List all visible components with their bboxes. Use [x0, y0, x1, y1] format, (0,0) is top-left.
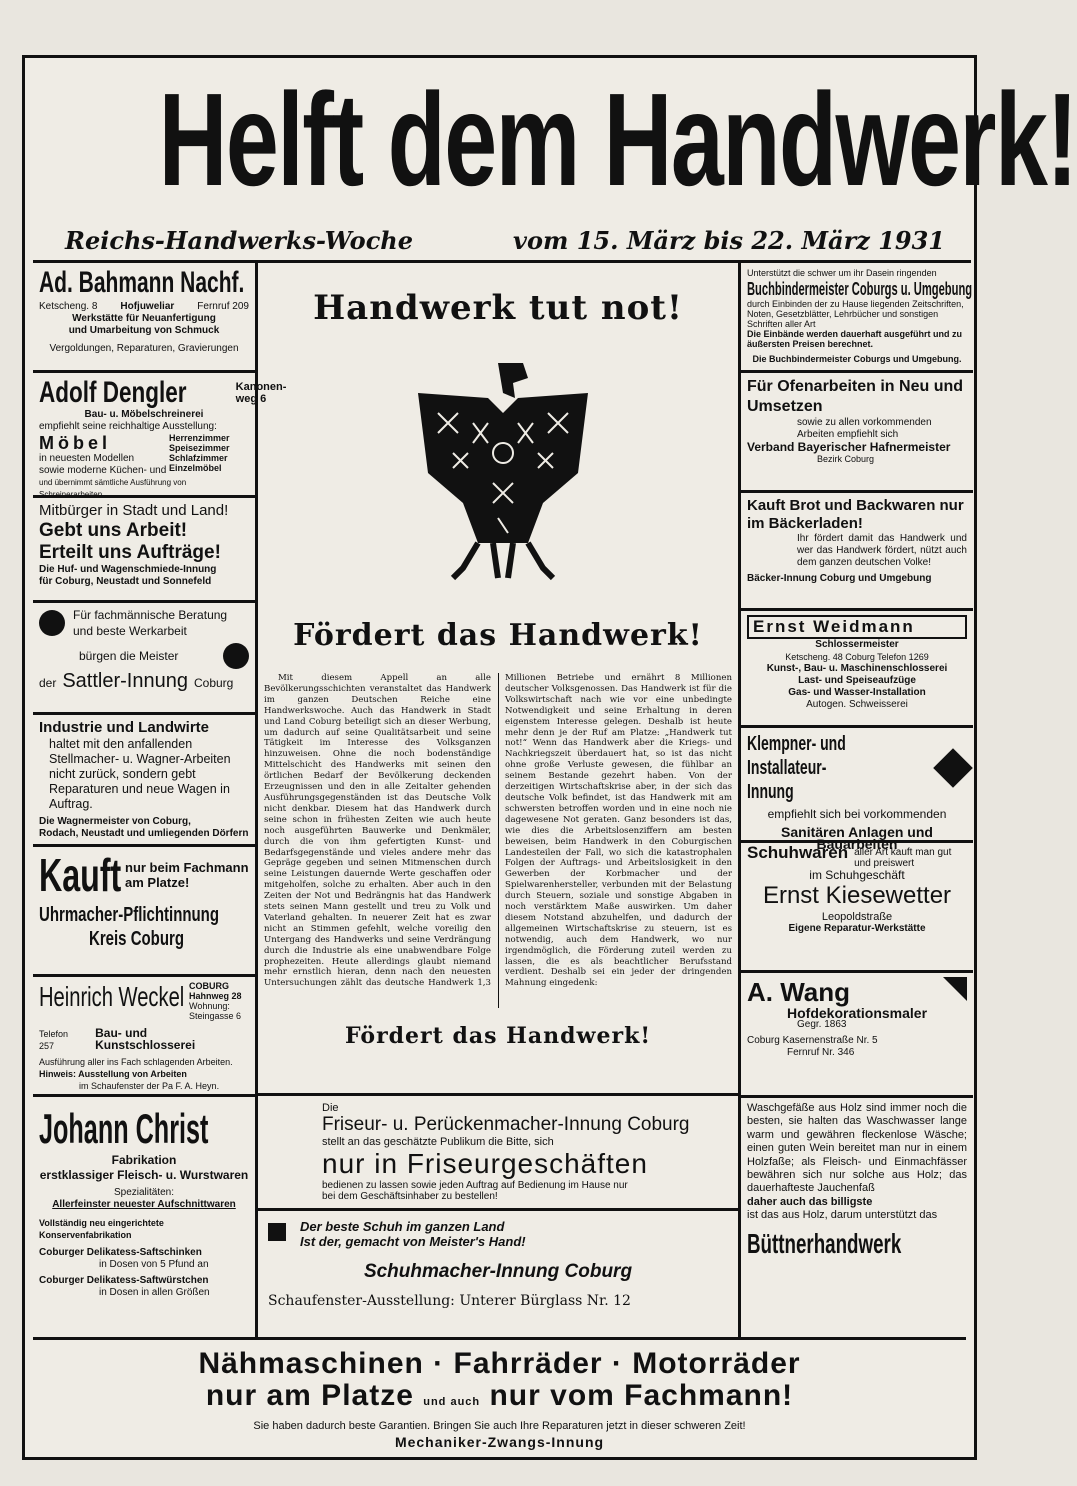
ad-kiesewetter — [741, 843, 973, 973]
weidmann-line: Autogen. Schweisserei — [806, 699, 908, 710]
mechaniker-note: Sie haben dadurch beste Garantien. Bringen Sie auch Ihre Reparaturen jetzt in dieser schweren Zeit! — [253, 1420, 746, 1432]
weckel-line: Hinweis: Ausstellung von Arbeiten — [39, 1069, 187, 1079]
hafner-title: Für Ofenarbeiten in Neu und Umsetzen — [747, 378, 964, 415]
dengler-rooms: Herrenzimmer Speisezimmer Schlafzimmer Einzelmöbel — [169, 433, 230, 473]
kiesewetter-line: Leopoldstraße — [821, 911, 893, 923]
friseur-line: bedienen zu lassen sowie jeden Auftrag auf Bedienung im Hause nur — [322, 1180, 628, 1191]
bahmann-name: Ad. Bahmann Nachf. — [39, 266, 245, 299]
ad-buchbinder — [741, 263, 973, 373]
baecker-line: Ihr fördert damit das Handwerk und wer das Handwerk fördert, nützt auch dem ganzen deutschen Volke! — [797, 533, 967, 568]
appeal-closing: Fördert das Handwerk! — [344, 1023, 651, 1049]
right-column — [738, 263, 973, 1337]
weckel-trade: Bau- und Kunstschlosserei — [95, 1026, 196, 1052]
christ-line: erstklassiger Fleisch- u. Wurstwaren — [39, 1168, 249, 1182]
schmiede-line: Mitbürger in Stadt und Land! — [39, 502, 229, 519]
sattler-line: und beste Werkarbeit — [73, 624, 187, 638]
schmiede-line: Erteilt uns Aufträge! — [39, 542, 221, 563]
hafner-line: Verband Bayerischer Hafnermeister — [747, 440, 951, 454]
schmiede-line: Die Huf- und Wagenschmiede-Innung — [39, 564, 217, 575]
sattler-line: der — [39, 676, 57, 690]
weckel-name: Heinrich Weckel — [39, 981, 185, 1012]
dengler-trade: Bau- u. Möbelschreinerei — [84, 409, 204, 420]
dengler-street: Kanonen-weg 6 — [235, 381, 287, 405]
ad-schuhmacher — [258, 1211, 738, 1347]
buchbinder-line: Die Buchbindermeister Coburgs und Umgebung. — [752, 354, 962, 364]
date-range: vom 15. März bis 22. März 1931 — [513, 226, 945, 255]
dengler-text: in neuesten Modellen — [39, 453, 135, 464]
buchbinder-title: Buchbindermeister Coburgs u. Umgebung — [747, 279, 973, 299]
weckel-street2: Steingasse 6 — [189, 1011, 242, 1021]
friseur-name: Friseur- u. Perückenmacher-Innung Coburg — [322, 1114, 690, 1135]
dengler-name: Adolf Dengler — [39, 376, 187, 409]
newspaper-page — [22, 55, 1077, 1460]
bullet-icon — [39, 610, 65, 636]
weckel-line: im Schaufenster der Pa F. A. Heyn. — [79, 1081, 220, 1091]
klempner-line: Sanitären Anlagen und Bauarbeiten — [781, 824, 933, 852]
eagle-emblem-icon — [403, 353, 603, 583]
diamond-icon — [933, 748, 973, 788]
sattler-name: Sattler-Innung — [62, 670, 188, 692]
ad-dengler — [33, 373, 287, 499]
ad-sattler — [33, 603, 255, 715]
ad-christ — [33, 1097, 255, 1347]
handwerks-woche-label: Reichs-Handwerks-Woche — [65, 226, 414, 255]
ad-weckel — [33, 977, 255, 1097]
buchbinder-line: Die Einbände werden dauerhaft ausgeführt und zu äußersten Preisen berechnet. — [747, 329, 963, 349]
bahmann-phone: Fernruf 209 — [197, 301, 249, 312]
sattler-line: bürgen die Meister — [79, 649, 179, 663]
klempner-title: Klempner- und Installateur-Innung — [747, 733, 846, 803]
ad-bahmann — [33, 263, 255, 373]
friseur-line: Die — [322, 1102, 339, 1114]
mechaniker-part: nur vom Fachmann! — [489, 1379, 794, 1412]
wagner-text: haltet mit den anfallenden Stellmacher- u. Wagner-Arbeiten nicht zurück, sondern gebt Reparaturen und neue Wagen in Auftrag. — [49, 737, 231, 811]
square-icon — [268, 1223, 286, 1241]
bahmann-line: Vergoldungen, Reparaturen, Gravierungen — [49, 343, 239, 354]
wagner-sig: Rodach, Neustadt und umliegenden Dörfern — [39, 828, 249, 839]
kiesewetter-schuhwaren: Schuhwaren — [747, 843, 849, 862]
ad-schmiede — [33, 498, 255, 603]
christ-line: Vollständig neu eingerichtete Konservenfabrikation — [39, 1218, 164, 1240]
mechaniker-line-2 — [33, 1380, 966, 1418]
bullet-icon — [223, 643, 249, 669]
christ-name: Johann Christ — [39, 1105, 209, 1152]
appeal-body-text: Mit diesem Appell an alle Bevölkerungsschichten veranstaltet das Handwerk im ganzen Deutschen Reiche eine Handwerkswoche. Auch das Handwerk in Stadt und Land Coburg beteiligt sich an dieser Werbung, um dadurch auf seine Qualitätsarbeit und seine Tätigkeit im Interesse des Volksganzen hinzuweisen. Ohne die noch bodenständige Mittelschicht des Handwerks mit seinen den örtlichen Bedarf der Bevölkerung deckenden Erzeugnissen und den in alle Zeitalter gehenden Ausführungsgegenständen ist das Deutsche Volk nicht denkbar. Diesem hat das Handwerk durch seine schon in frühesten Zeiten wie auch heute noch ausgeführten Bauwerke und Denkmäler, durch die von ihm gefertigten Kunst- und Bedarfsgegenstände und vieles andere mehr das Gepräge gegeben und seinen Mitmenschen durch seine Leistungen dauernde Werte geschaffen oder mitgeholfen, solche zu erhalten. Aber auch in den Zeiten der Not und Bedrängnis hat das Handwerk stets seinen Mann gestellt und treu zu Volk und Vaterland gehalten. In neuerer Zeit hat es zwar nicht an Stimmen gefehlt, welche voreilig den Untergang des Handwerks und seine Verdrängung durch die Industrie als eine unabwendbare Folge prophezeiten. Heute allerdings glaubt niemand mehr ernstlich hieran, denn nach den neuesten Untersuchungen zählt das deutsche Handwerk 1,3 Millionen Betriebe und ernährt 8 Millionen deutscher Volksgenossen. Das Handwerk ist für die Volkswirtschaft nach wie vor eine unbedingte Notwendigkeit und seine Erhaltung in deren eigenstem Interesse gelegen. Deshalb ist heute mehr denn je der Ruf am Platze: „Handwerk tut not!“ Wenn das Handwerk aber die Kriegs- und Nachkriegszeit überdauert hat, so ist das nicht ohne große Verluste gewesen, die fühlbar an seinem Bestande gezehrt haben. Von der derzeitigen Wirtschaftskrise aber, in der sich das deutsche Volk befindet, ist das Handwerk mit am schwersten betroffen worden und in eine noch nie dagewesene Not geraten. Ganz besonders ist das, wie dies die Arbeitslosenziffern am besten beweisen, beim Handwerk in den Coburgischen Landesteilen der Fall, wo sich die katastrophalen Folgen der Auftrags- und Arbeitslosigkeit in den Gewerben der Korbmacher und der Spielwarenhersteller, verbunden mit der Belastung durch Steuern, soziale und sonstige Abgaben in noch verstärktem Maße auswirken. Um daher diesem Notstand abzuhelfen, und dadurch der allgemeinen Wirtschaftskrise zu steuern, ist es notwendig, auch dem Handwerk, wo nur irgendmöglich, die Förderung zuteil werden zu lassen, die es als beachtlicher Berufsstand verdient. Deshalb sei ein jeder der dringenden Mahnung eingedenk: — [264, 673, 732, 989]
weidmann-line: Ketscheng. 48 Coburg Telefon 1269 — [785, 652, 929, 662]
friseur-line: stellt an das geschätzte Publikum die Bitte, sich — [322, 1136, 554, 1148]
christ-line: Spezialitäten: — [113, 1187, 175, 1198]
schmiede-line: für Coburg, Neustadt und Sonnefeld — [39, 576, 212, 587]
weckel-wohnung: Wohnung: — [189, 1001, 230, 1011]
wang-line: Coburg Kasernenstraße Nr. 5 — [747, 1035, 878, 1046]
buettner-bold: daher auch das billigste — [747, 1195, 873, 1208]
subheadline — [65, 226, 945, 255]
christ-line: in Dosen von 5 Pfund an — [99, 1259, 209, 1270]
buchbinder-line: durch Einbinden der zu Hause liegenden Zeitschriften, Noten, Gesetzblätter, Lehrbücher und sonstigen Schriften aller Art — [747, 299, 964, 329]
bahmann-line: und Umarbeitung von Schmuck — [68, 325, 220, 336]
uhrmacher-kauft: Kauft — [39, 849, 122, 901]
kiesewetter-line: aller Art kauft man gut und preiswert — [854, 847, 952, 869]
dengler-text: und übernimmt sämtliche Ausführung von Schreinerarbeiten — [39, 478, 187, 499]
bahmann-line: Werkstätte für Neuanfertigung — [72, 313, 216, 324]
middle-column — [258, 263, 738, 1337]
ad-weidmann — [741, 611, 973, 728]
christ-line: Allerfeinster neuester Aufschnittwaren — [52, 1199, 236, 1210]
wang-line: Fernruf Nr. 346 — [787, 1047, 855, 1058]
sattler-line: Für fachmännische Beratung — [73, 608, 228, 622]
buettner-tail: ist das aus Holz, darum unterstützt das — [747, 1209, 938, 1222]
weidmann-line: Schlossermeister — [815, 639, 899, 650]
kiesewetter-name: Ernst Kiesewetter — [762, 882, 952, 909]
buettner-text: Waschgefäße aus Holz sind immer noch die besten, sie halten das Waschwasser lange warm und gewähren fleckenlose Wäsche; einen guten Wein bereitet man nur in einem Holzfaße; als Fleisch- und Einmachfässer bewähren sich nur solche aus Holz; das dauerhafteste Jauchenfaß — [747, 1102, 967, 1195]
wang-name: A. Wang — [747, 977, 851, 1007]
weckel-city: COBURG — [189, 981, 229, 991]
weidmann-name: Ernst Weidmann — [747, 615, 967, 639]
christ-line: in Dosen in allen Größen — [99, 1287, 210, 1298]
appeal-title: Handwerk tut not! — [313, 288, 683, 328]
weckel-line: Ausführung aller ins Fach schlagenden Arbeiten. — [39, 1057, 233, 1067]
sattler-city: Coburg — [193, 676, 234, 690]
buchbinder-line: Unterstützt die schwer um ihr Dasein ringenden — [747, 268, 937, 278]
ad-klempner — [741, 728, 973, 852]
wagner-sig: Die Wagnermeister von Coburg, — [39, 816, 191, 827]
friseur-line: bei dem Geschäftsinhaber zu bestellen! — [322, 1191, 498, 1202]
ad-hafner — [741, 373, 973, 493]
page-headline: Helft dem Handwerk! — [158, 66, 1077, 213]
ad-buettner — [741, 1098, 973, 1348]
ad-uhrmacher — [33, 847, 255, 977]
mechaniker-innung: Mechaniker-Zwangs-Innung — [394, 1434, 605, 1450]
ad-mechaniker — [33, 1337, 966, 1457]
wang-line: Gegr. 1863 — [797, 1019, 847, 1030]
bahmann-address: Ketscheng. 8 — [39, 301, 98, 312]
weckel-street: Hahnweg 28 — [189, 991, 242, 1001]
christ-line: Coburger Delikatess-Saftwürstchen — [39, 1275, 209, 1286]
schmiede-line: Gebt uns Arbeit! — [39, 520, 188, 541]
baecker-title: Kauft Brot und Backwaren nur im Bäckerladen! — [747, 497, 964, 532]
christ-line: Fabrikation — [111, 1153, 177, 1167]
bahmann-trade: Hofjuweliar — [120, 301, 175, 312]
dengler-text: sowie moderne Küchen- und — [39, 465, 167, 476]
appeal-subtitle: Fördert das Handwerk! — [293, 618, 703, 653]
schuh-line: Ist der, gemacht von Meister's Hand! — [300, 1234, 526, 1249]
ad-baecker — [741, 493, 973, 611]
wang-line: Hofdekorationsmaler — [787, 1005, 928, 1021]
mechaniker-line: Nähmaschinen · Fahrräder · Motorräder — [198, 1347, 801, 1380]
schuh-line: Schaufenster-Ausstellung: Unterer Bürglass Nr. 12 — [268, 1293, 631, 1309]
corner-arrow-icon — [943, 977, 967, 1001]
klempner-line: empfiehlt sich bei vorkommenden — [767, 807, 947, 821]
left-column — [33, 263, 287, 1337]
weidmann-line: Gas- und Wasser-Installation — [788, 687, 926, 698]
wagner-title: Industrie und Landwirte — [39, 719, 210, 736]
ad-friseur — [258, 1093, 738, 1211]
schuh-innung: Schuhmacher-Innung Coburg — [363, 1261, 633, 1282]
hafner-line: Bezirk Coburg — [817, 454, 875, 464]
uhrmacher-line: Uhrmacher-Pflichtinnung — [39, 904, 220, 926]
uhrmacher-line: Kreis Coburg — [89, 928, 185, 950]
mechaniker-part: und auch — [423, 1396, 481, 1408]
dengler-moebel: Möbel — [39, 433, 111, 453]
weidmann-line: Kunst-, Bau- u. Maschinenschlosserei — [766, 663, 948, 674]
uhrmacher-tail: nur beim Fachmann am Platze! — [125, 860, 249, 890]
kiesewetter-line: Eigene Reparatur-Werkstätte — [788, 923, 926, 934]
mechaniker-part: nur am Platze — [205, 1379, 414, 1412]
ad-wang — [741, 973, 973, 1098]
ad-wagner — [33, 715, 255, 847]
hafner-line: sowie zu allen vorkommenden Arbeiten empfiehlt sich — [797, 417, 932, 440]
baecker-line: Bäcker-Innung Coburg und Umgebung — [747, 573, 932, 584]
kiesewetter-line: im Schuhgeschäft — [809, 868, 905, 882]
weidmann-line: Last- und Speiseaufzüge — [798, 675, 916, 686]
weckel-phone: Telefon 257 — [39, 1029, 69, 1051]
dengler-text: empfiehlt seine reichhaltige Ausstellung: — [39, 421, 217, 432]
appeal-body — [264, 673, 732, 1008]
schuh-line: Der beste Schuh im ganzen Land — [300, 1219, 505, 1234]
christ-line: Coburger Delikatess-Saftschinken — [39, 1247, 202, 1258]
friseur-highlight: nur in Friseurgeschäften — [322, 1148, 648, 1179]
buettner-name: Büttnerhandwerk — [747, 1227, 902, 1259]
